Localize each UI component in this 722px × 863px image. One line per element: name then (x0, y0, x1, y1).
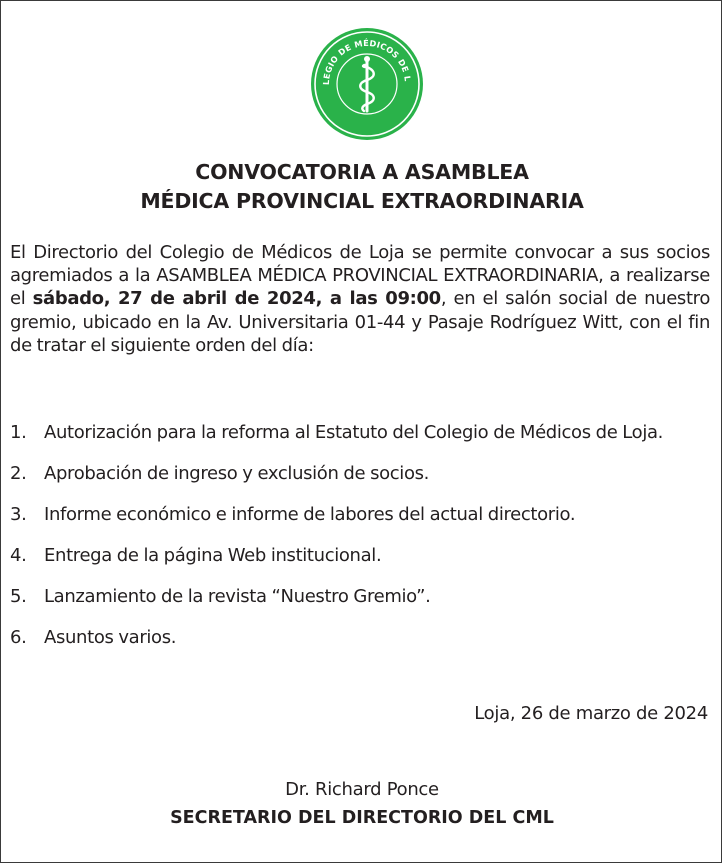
page-title (1, 158, 722, 216)
agenda-item (10, 584, 710, 610)
agenda-item-text: Informe económico e informe de labores del actual directorio. (44, 504, 576, 525)
signer-name: Dr. Richard Ponce (285, 779, 439, 800)
colegio-logo (310, 27, 424, 141)
meeting-datetime: sábado, 27 de abril de 2024, a las 09:00 (32, 288, 441, 310)
agenda-item-number: 6. (10, 627, 27, 648)
agenda-item-text: Aprobación de ingreso y exclusión de socios. (44, 463, 430, 484)
intro-paragraph (10, 241, 710, 357)
agenda-item (10, 502, 710, 528)
agenda-item-number: 4. (10, 545, 27, 566)
caduceus-icon (310, 27, 424, 141)
agenda-item-number: 1. (10, 422, 27, 443)
agenda-list (10, 420, 710, 666)
title-line-2: MÉDICA PROVINCIAL EXTRAORDINARIA (140, 189, 584, 213)
title-line-1: CONVOCATORIA A ASAMBLEA (195, 160, 529, 184)
agenda-item-number: 3. (10, 504, 27, 525)
signer-position: SECRETARIO DEL DIRECTORIO DEL CML (170, 808, 554, 828)
agenda-item-text: Entrega de la página Web institucional. (44, 545, 382, 566)
agenda-item-text: Autorización para la reforma al Estatuto del Colegio de Médicos de Loja. (44, 422, 664, 443)
agenda-item (10, 461, 710, 487)
agenda-item (10, 420, 710, 446)
intro-text-2: , en el salón social de nuestro gremio, ubicado en la Av. Universitaria 01-44 y Pasaje Rodríguez Witt, con el fin de tratar el siguiente orden del día: (10, 288, 710, 356)
agenda-item-number: 5. (10, 586, 27, 607)
document-date: Loja, 26 de marzo de 2024 (474, 703, 708, 724)
agenda-item-text: Lanzamiento de la revista “Nuestro Gremio”. (44, 586, 431, 607)
intro-text-1: El Directorio del Colegio de Médicos de Loja se permite convocar a sus socios agremiados a la ASAMBLEA MÉDICA PROVINCIAL EXTRAORDINARIA, a realizarse el (10, 242, 710, 310)
agenda-item (10, 625, 710, 651)
agenda-item-number: 2. (10, 463, 27, 484)
agenda-item-text: Asuntos varios. (44, 627, 177, 648)
logo-text: LEGIO DE MÉDICOS DE L (320, 37, 413, 86)
agenda-item (10, 543, 710, 569)
